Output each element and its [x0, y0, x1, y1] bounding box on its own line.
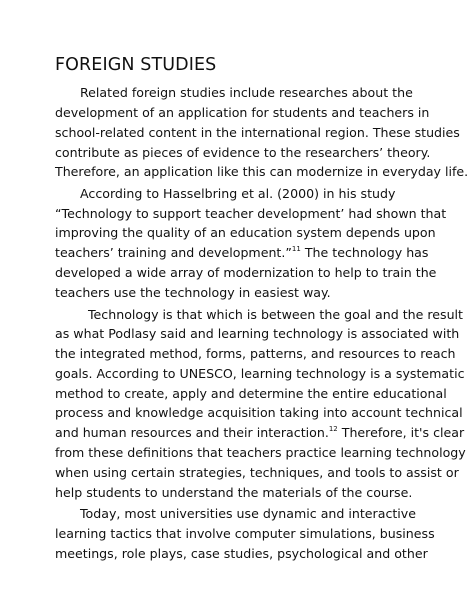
paragraph-2-line-4-text-before: teachers’ training and development.” — [55, 245, 292, 260]
paragraph-2-line-3: improving the quality of an education system depends upon — [55, 225, 436, 240]
section-heading: FOREIGN STUDIES — [55, 55, 217, 75]
paragraph-3-line-10: help students to understand the materials of the course. — [55, 485, 413, 500]
paragraph-4-line-2: learning tactics that involve computer simulations, business — [55, 526, 435, 541]
paragraph-1-line-2: development of an application for students and teachers in — [55, 105, 430, 120]
paragraph-2-line-6: teachers use the technology in easiest way. — [55, 285, 331, 300]
footnote-reference-12: 12 — [328, 424, 338, 433]
paragraph-1-line-5: Therefore, an application like this can modernize in everyday life. — [55, 164, 469, 179]
paragraph-1-line-1: Related foreign studies include researches about the — [80, 85, 413, 100]
paragraph-1-line-4: contribute as pieces of evidence to the researchers’ theory. — [55, 145, 431, 160]
paragraph-3-line-3: the integrated method, forms, patterns, and resources to reach — [55, 346, 456, 361]
paragraph-4-line-3: meetings, role plays, case studies, psychological and other — [55, 546, 428, 561]
paragraph-4-line-1: Today, most universities use dynamic and interactive — [80, 506, 417, 521]
paragraph-2-line-5: developed a wide array of modernization to help to train the — [55, 265, 437, 280]
paragraph-3-line-4: goals. According to UNESCO, learning technology is a systematic — [55, 366, 465, 381]
paragraph-2-line-4-text-after: The technology has — [300, 245, 429, 260]
paragraph-2-line-2: “Technology to support teacher development’ had shown that — [55, 206, 447, 221]
paragraph-3-line-1: Technology is that which is between the goal and the result — [88, 307, 463, 322]
paragraph-2-line-1: According to Hasselbring et al. (2000) in his study — [80, 186, 396, 201]
paragraph-3-line-8: from these definitions that teachers practice learning technology — [55, 445, 466, 460]
paragraph-3-line-7-text-after: Therefore, it's clear — [337, 425, 465, 440]
paragraph-3-line-5: method to create, apply and determine the entire educational — [55, 386, 447, 401]
paragraph-3-line-7-text-before: and human resources and their interaction. — [55, 425, 329, 440]
paragraph-1-line-3: school-related content in the international region. These studies — [55, 125, 460, 140]
paragraph-3-line-7 — [55, 424, 464, 442]
paragraph-3-line-6: process and knowledge acquisition taking into account technical — [55, 405, 463, 420]
footnote-reference-11: 11 — [291, 244, 301, 253]
paragraph-3-line-9: when using certain strategies, techniques, and tools to assist or — [55, 465, 459, 480]
paragraph-2-line-4 — [55, 244, 428, 262]
paragraph-3-line-2: as what Podlasy said and learning technology is associated with — [55, 326, 460, 341]
